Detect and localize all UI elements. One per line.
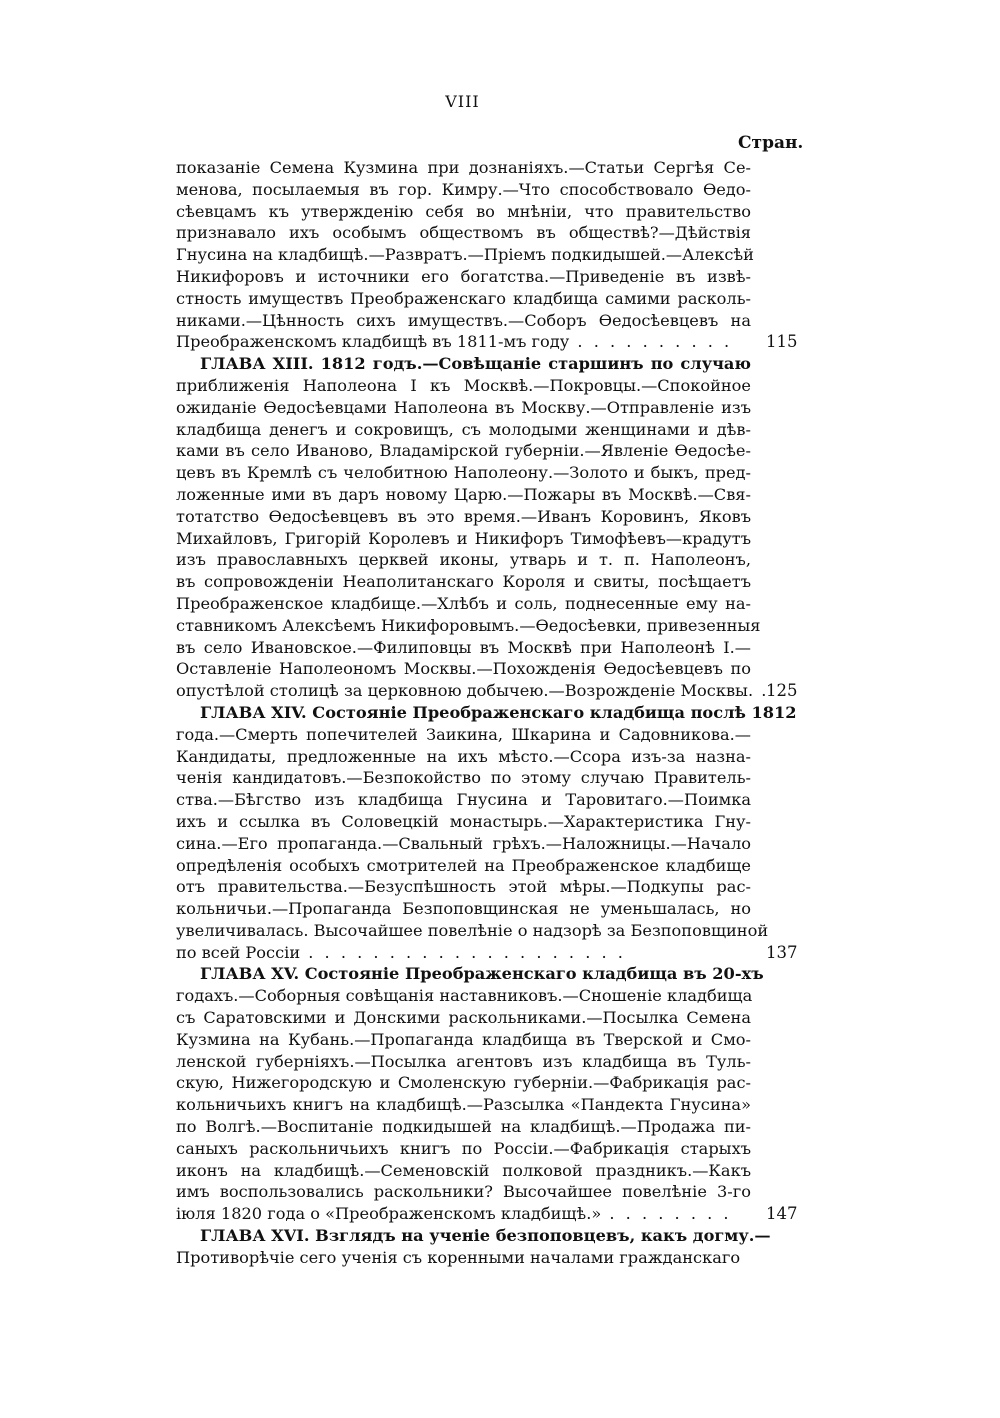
toc-line-text: иконъ на кладбищѣ.—Семеновскій полковой праздникъ.—Какъ: [176, 1160, 751, 1180]
toc-line: [176, 506, 751, 528]
toc-line-text: увеличивалась. Высочайшее повелѣніе о надзорѣ за Безпоповщиной: [176, 920, 769, 940]
chapter-heading-line: [176, 702, 797, 724]
toc-line: [176, 571, 751, 593]
toc-page-number: 115: [766, 332, 798, 352]
toc-line-text: по Волгѣ.—Воспитаніе подкидышей на кладбищѣ.—Продажа пи-: [176, 1117, 751, 1137]
toc-line: [176, 1116, 751, 1138]
toc-line: [176, 615, 761, 637]
toc-line: [176, 1029, 751, 1051]
toc-line: [176, 440, 751, 462]
toc-line-text: кольничьихъ книгъ на кладбищѣ.—Разсылка «Пандекта Гнусина»: [176, 1095, 751, 1115]
toc-line-text: іюля 1820 года о «Преображенскомъ кладбищѣ.»: [176, 1204, 602, 1224]
toc-line-text: имъ воспользовались раскольники? Высочайшее повелѣніе 3-го: [176, 1182, 751, 1202]
toc-line: [176, 528, 751, 550]
toc-line: [176, 375, 751, 397]
toc-line: [176, 1051, 751, 1073]
toc-line-text: изъ православныхъ церквей иконы, утварь и т. п. Наполеонъ,: [176, 550, 751, 570]
toc-line: [176, 876, 751, 898]
toc-line-text: Кандидаты, предложенные на ихъ мѣсто.—Ссора изъ-за назна-: [176, 746, 751, 766]
toc-line-text: ихъ и ссылка въ Соловецкій монастырь.—Характеристика Гну-: [176, 811, 751, 831]
page-column-label: Стран.: [738, 133, 804, 153]
toc-line-text: Никифоровъ и источники его богатства.—Приведеніе въ извѣ-: [176, 266, 751, 286]
toc-line-text: съ Саратовскими и Донскими раскольниками.—Посылка Семена: [176, 1008, 751, 1028]
dot-leader: . . . . . . . . . . . . . . . . . . . .: [300, 942, 626, 962]
toc-line: [176, 920, 769, 942]
toc-line-text: саныхъ раскольничьихъ книгъ по Россіи.—Фабрикація старыхъ: [176, 1138, 751, 1158]
toc-line: [176, 288, 751, 310]
toc-line-text: сѣевцамъ къ утвержденію себя во мнѣніи, что правительство: [176, 201, 751, 221]
toc-line-text: менова, посылаемыя въ гор. Кимру.—Что способствовало Ѳедо-: [176, 179, 751, 199]
toc-line: [176, 855, 751, 877]
table-of-contents: [176, 157, 798, 1269]
toc-line: [176, 266, 751, 288]
toc-line-text: отъ правительства.—Безуспѣшность этой мѣры.—Подкупы рас-: [176, 877, 751, 897]
toc-line: [176, 833, 751, 855]
toc-line-text: года.—Смерть попечителей Заикина, Шкарина и Садовникова.—: [176, 724, 751, 744]
toc-line-text: стность имуществъ Преображенскаго кладбища самими расколь-: [176, 288, 751, 308]
toc-line: [176, 484, 751, 506]
toc-line: [176, 942, 798, 964]
toc-line-text: ками въ село Иваново, Владамірской губерніи.—Явленіе Ѳедосѣе-: [176, 441, 751, 461]
toc-line: [176, 658, 751, 680]
toc-line: [176, 789, 751, 811]
toc-line-text: ложенные ими въ даръ новому Царю.—Пожары въ Москвѣ.—Свя-: [176, 484, 751, 504]
toc-line-text: ставникомъ Алексѣемъ Никифоровымъ.—Ѳедосѣевки, привезенныя: [176, 615, 761, 635]
toc-line-text: Преображенское кладбище.—Хлѣбъ и соль, поднесенные ему на-: [176, 593, 751, 613]
toc-line-text: по всей Россіи: [176, 942, 301, 962]
toc-line-text: опредѣленія особыхъ смотрителей на Преображенское кладбище: [176, 855, 751, 875]
toc-line-text: никами.—Цѣнность сихъ имуществъ.—Соборъ Ѳедосѣевцевъ на: [176, 310, 751, 330]
toc-line-text: ства.—Бѣгство изъ кладбища Гнусина и Таровитаго.—Поимка: [176, 790, 751, 810]
toc-line: [176, 157, 751, 179]
toc-line: [176, 724, 751, 746]
toc-page-number: 147: [766, 1204, 798, 1224]
toc-line-text: признавало ихъ особымъ обществомъ въ обществѣ?—Дѣйствія: [176, 223, 751, 243]
page-number: VIII: [445, 92, 480, 111]
toc-line-text: кладбища денегъ и сокровищъ, съ молодыми женщинами и дѣв-: [176, 419, 751, 439]
toc-line: [176, 767, 751, 789]
toc-line: [176, 1247, 751, 1269]
toc-line-text: ожиданіе Ѳедосѣевцами Наполеона въ Москву.—Отправленіе изъ: [176, 397, 751, 417]
toc-line: [176, 462, 751, 484]
toc-page-number: 125: [766, 681, 798, 701]
toc-line-text: скую, Нижегородскую и Смоленскую губерніи.—Фабрикація рас-: [176, 1073, 751, 1093]
toc-line-text: ченія кандидатовъ.—Безпокойство по этому случаю Правитель-: [176, 768, 751, 788]
toc-line-text: въ сопровожденіи Неаполитанскаго Короля и свиты, посѣщаетъ: [176, 572, 751, 592]
toc-line: [176, 331, 798, 353]
toc-line: [176, 985, 751, 1007]
toc-line: [176, 397, 751, 419]
toc-line-text: Михайловъ, Григорій Королевъ и Никифоръ Тимофѣевъ—крадутъ: [176, 528, 751, 548]
toc-line-text: Противорѣчіе сего ученія съ коренными началами гражданскаго: [176, 1247, 741, 1267]
toc-line-text: Преображенскомъ кладбищѣ въ 1811-мъ году: [176, 332, 570, 352]
toc-line-text: Оставленіе Наполеономъ Москвы.—Похожденія Ѳедосѣевцевъ по: [176, 659, 751, 679]
toc-line: [176, 593, 751, 615]
toc-line: [176, 1072, 751, 1094]
toc-line-text: ГЛАВА XV. Состояніе Преображенскаго кладбища въ 20-хъ: [200, 964, 764, 984]
toc-line-text: въ село Ивановское.—Филиповцы въ Москвѣ при Наполеонѣ I.—: [176, 637, 751, 657]
toc-line-text: показаніе Семена Кузмина при дознаніяхъ.—Статьи Сергѣя Се-: [176, 158, 751, 177]
toc-line-text: сина.—Его пропаганда.—Свальный грѣхъ.—Наложницы.—Начало: [176, 833, 751, 853]
toc-line: [176, 746, 751, 768]
toc-line-text: ГЛАВА XIII. 1812 годъ.—Совѣщаніе старшинъ по случаю: [200, 354, 751, 374]
dot-leader: . . . . . . . .: [601, 1204, 732, 1224]
toc-line: [176, 419, 751, 441]
toc-line: [176, 898, 751, 920]
toc-line: [176, 1094, 751, 1116]
chapter-heading-line: [176, 963, 764, 985]
toc-line-text: годахъ.—Соборныя совѣщанія наставниковъ.—Сношеніе кладбища: [176, 986, 753, 1006]
toc-line-text: кольничьи.—Пропаганда Безпоповщинская не уменьшалась, но: [176, 899, 751, 919]
toc-line: [176, 179, 751, 201]
toc-line: [176, 1181, 751, 1203]
toc-line-text: Кузмина на Кубань.—Пропаганда кладбища въ Тверской и Смо-: [176, 1029, 751, 1049]
toc-line: [176, 549, 751, 571]
toc-line: [176, 244, 754, 266]
dot-leader: .: [753, 681, 770, 701]
toc-page-number: 137: [766, 942, 798, 962]
toc-line: [176, 811, 751, 833]
toc-line: [176, 1007, 751, 1029]
toc-line: [176, 637, 751, 659]
toc-line-text: опустѣлой столицѣ за церковною добычею.—Возрожденіе Москвы.: [176, 681, 754, 701]
toc-line-text: ленской губерніяхъ.—Посылка агентовъ изъ кладбища въ Туль-: [176, 1051, 751, 1071]
toc-line: [176, 1138, 751, 1160]
chapter-heading-line: [176, 1225, 771, 1247]
toc-line: [176, 680, 798, 702]
toc-line: [176, 222, 751, 244]
toc-line: [176, 1203, 798, 1225]
toc-line-text: тотатство Ѳедосѣевцевъ въ это время.—Иванъ Коровинъ, Яковъ: [176, 506, 751, 526]
dot-leader: . . . . . . . . . .: [569, 332, 733, 352]
toc-line-text: ГЛАВА XIV. Состояніе Преображенскаго кладбища послѣ 1812: [200, 702, 797, 722]
toc-line: [176, 201, 751, 223]
toc-line-text: цевъ въ Кремлѣ съ челобитною Наполеону.—Золото и быкъ, пред-: [176, 463, 751, 483]
toc-line-text: Гнусина на кладбищѣ.—Развратъ.—Пріемъ подкидышей.—Алексѣй: [176, 245, 754, 265]
toc-line: [176, 1160, 751, 1182]
toc-line: [176, 310, 751, 332]
chapter-heading-line: [176, 353, 751, 375]
toc-line-text: ГЛАВА XVI. Взглядъ на ученіе безпоповцевъ, какъ догму.—: [200, 1226, 771, 1246]
toc-line-text: приближенія Наполеона I къ Москвѣ.—Покровцы.—Спокойное: [176, 375, 751, 395]
